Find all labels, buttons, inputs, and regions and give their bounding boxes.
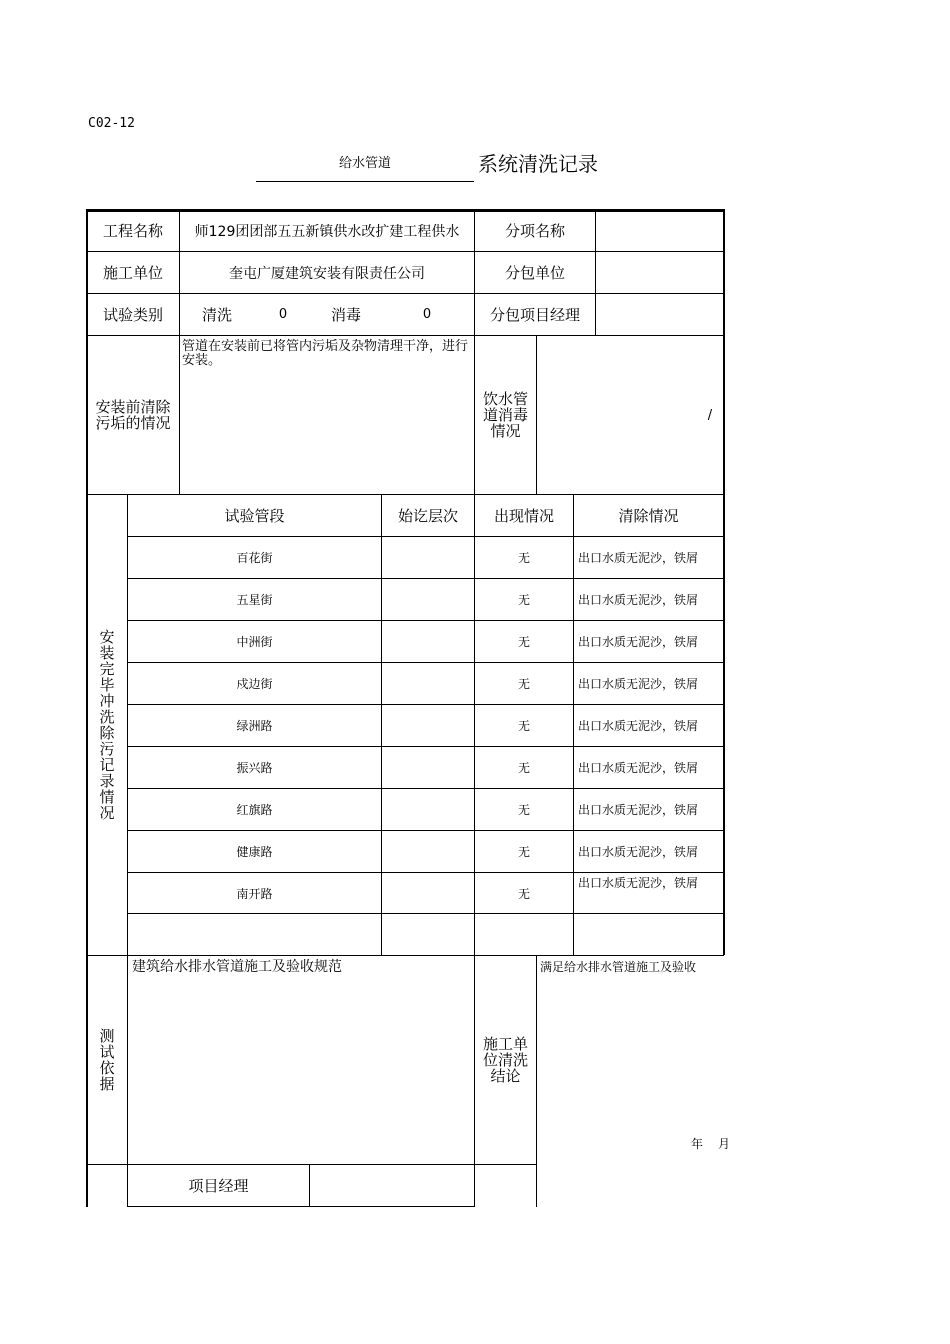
form-title: 系统清洗记录: [478, 152, 598, 176]
row-2-occurrence: 无: [517, 593, 530, 607]
clean-value: 0: [278, 307, 288, 322]
row-8-section: 健康路: [236, 845, 273, 859]
pre-install-label: 安装前清除污垢的情况: [95, 398, 171, 432]
row-9-section: 南开路: [236, 886, 273, 901]
row-3-occurrence: 无: [517, 635, 530, 649]
project-name-value: 师129团团部五五新镇供水改扩建工程供水: [194, 223, 460, 240]
row-5-clearance: 出口水质无泥沙，铁屑: [578, 719, 699, 733]
row-2-section: 五星街: [236, 593, 273, 607]
row-7-clearance: 出口水质无泥沙，铁屑: [578, 803, 699, 817]
row-1-occurrence: 无: [517, 551, 530, 565]
project-name-label: 工程名称: [102, 222, 163, 240]
date-year: 年: [691, 1137, 704, 1151]
row-3-section: 中洲街: [236, 635, 273, 649]
sub-manager-label: 分包项目经理: [489, 306, 580, 324]
row-8-occurrence: 无: [517, 845, 530, 859]
subitem-label: 分项名称: [504, 222, 565, 240]
row-7-section: 红旗路: [236, 803, 273, 817]
row-1-section: 百花街: [236, 551, 273, 565]
test-type-label: 试验类别: [102, 306, 163, 324]
header-section: 试验管段: [224, 507, 285, 525]
form-subtitle: 给水管道: [338, 156, 391, 171]
header-occurrence: 出现情况: [493, 507, 554, 525]
disinfect-condition-value: /: [707, 407, 713, 423]
conclusion-text: 满足给水排水管道施工及验收: [540, 960, 697, 974]
row-7-occurrence: 无: [517, 803, 530, 817]
row-6-section: 振兴路: [236, 761, 273, 775]
conclusion-label: 施工单位清洗结论: [482, 1035, 528, 1085]
disinfect-condition-label: 饮水管道消毒情况: [482, 390, 528, 440]
row-4-section: 戍边街: [236, 677, 273, 691]
clean-label: 清洗: [201, 306, 232, 324]
date-month: 月: [718, 1137, 731, 1151]
basis-side-label: 测试依据: [97, 1028, 116, 1092]
header-clearance: 清除情况: [618, 507, 679, 525]
subcontractor-label: 分包单位: [504, 264, 565, 282]
subtitle-underline: [256, 181, 474, 182]
row-4-occurrence: 无: [517, 677, 530, 691]
row-8-clearance: 出口水质无泥沙，铁屑: [578, 845, 699, 859]
row-3-clearance: 出口水质无泥沙，铁屑: [578, 635, 699, 649]
row-5-occurrence: 无: [517, 719, 530, 733]
row-1-clearance: 出口水质无泥沙，铁屑: [578, 551, 699, 565]
flush-side-label-cell: [87, 495, 127, 955]
basis-text: 建筑给水排水管道施工及验收规范: [132, 959, 342, 975]
disinfect-value: 0: [422, 307, 432, 322]
row-6-occurrence: 无: [517, 761, 530, 775]
manager-label: 项目经理: [188, 1177, 249, 1195]
row-6-clearance: 出口水质无泥沙，铁屑: [578, 761, 699, 775]
row-9-clearance: 出口水质无泥沙，铁屑: [578, 875, 699, 890]
row-4-clearance: 出口水质无泥沙，铁屑: [578, 677, 699, 691]
row-9-occurrence: 无: [517, 886, 530, 901]
flush-side-label: 安装完毕冲洗除污记录情况: [97, 629, 116, 821]
disinfect-label: 消毒: [330, 306, 361, 324]
row-2-clearance: 出口水质无泥沙，铁屑: [578, 593, 699, 607]
basis-side-label-cell: [87, 956, 127, 1164]
contractor-label: 施工单位: [102, 264, 163, 282]
contractor-value: 奎屯广厦建筑安装有限责任公司: [229, 265, 425, 282]
pre-install-text: 管道在安装前已将管内污垢及杂物清理干净，进行安装。: [182, 339, 469, 368]
header-layers: 始讫层次: [397, 507, 458, 525]
form-code: C02-12: [88, 116, 135, 131]
row-5-section: 绿洲路: [236, 719, 273, 733]
